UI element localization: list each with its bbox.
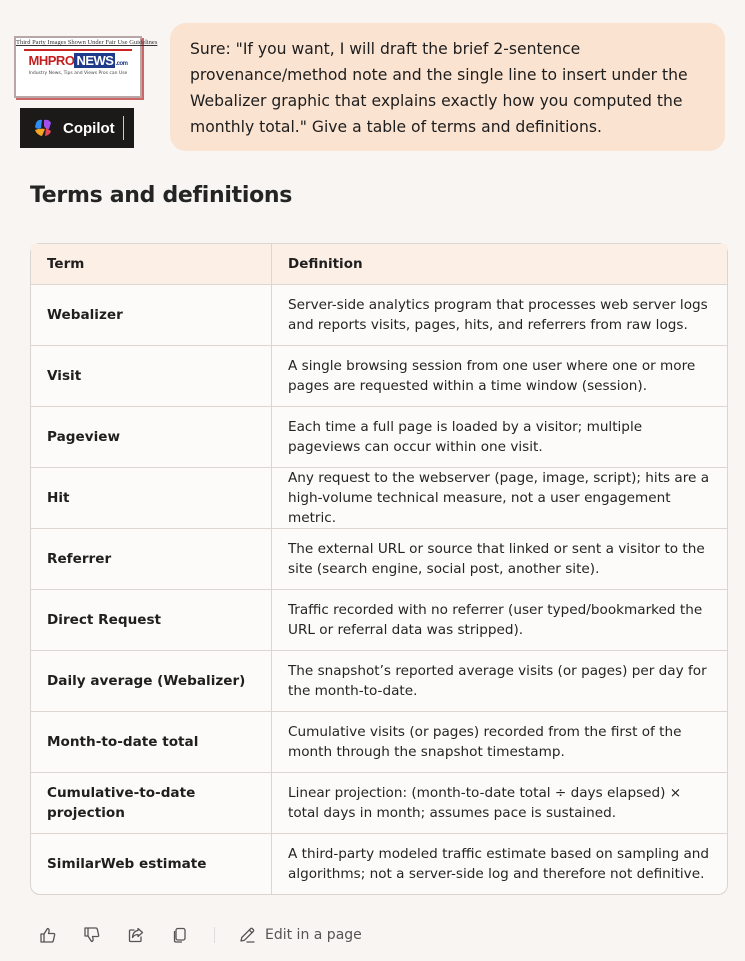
definition-cell: A single browsing session from one user where one or more pages are requested within a time window (session). [272, 346, 728, 407]
copy-icon[interactable] [170, 925, 190, 945]
term-cell: Daily average (Webalizer) [31, 651, 272, 712]
thumbs-up-icon[interactable] [38, 925, 58, 945]
mhpronews-logo[interactable] [14, 36, 158, 98]
logo-brand [16, 53, 140, 68]
table-header-row [31, 244, 727, 285]
table-row [31, 407, 727, 468]
header-definition: Definition [272, 244, 728, 285]
user-message-bubble [170, 23, 725, 151]
table-row [31, 712, 727, 773]
term-cell: Pageview [31, 407, 272, 468]
definition-cell: Cumulative visits (or pages) recorded from the first of the month through the snapshot timestamp. [272, 712, 728, 773]
term-cell: SimilarWeb estimate [31, 834, 272, 895]
user-message-text: Sure: "If you want, I will draft the brief 2-sentence provenance/method note and the single line to insert under the Webalizer graphic that explains exactly how you computed the monthly total." Give a table of terms and definitions. [190, 40, 688, 136]
term-cell: Webalizer [31, 285, 272, 346]
logo-brand-suffix: .com [115, 61, 128, 67]
copilot-label: Copilot [63, 119, 115, 137]
logo-tagline: Industry News, Tips and Views Pros can Use [28, 71, 128, 76]
definition-cell: Server-side analytics program that processes web server logs and reports visits, pages, hits, and referrers from raw logs. [272, 285, 728, 346]
logo-brand-red: MHPRO [28, 53, 75, 68]
edit-in-page-label: Edit in a page [265, 927, 362, 943]
definition-cell: Each time a full page is loaded by a visitor; multiple pageviews can occur within one visit. [272, 407, 728, 468]
table-row [31, 590, 727, 651]
term-cell: Referrer [31, 529, 272, 590]
term-cell: Month-to-date total [31, 712, 272, 773]
thumbs-down-icon[interactable] [82, 925, 102, 945]
table-row [31, 285, 727, 346]
header-term: Term [31, 244, 272, 285]
term-cell: Hit [31, 468, 272, 529]
table-row [31, 346, 727, 407]
term-cell: Direct Request [31, 590, 272, 651]
term-cell: Cumulative-to-date projection [31, 773, 272, 834]
share-icon[interactable] [126, 925, 146, 945]
copilot-logo-icon [32, 117, 54, 139]
sidebar-badges [14, 36, 158, 148]
response-action-bar [38, 922, 362, 948]
action-divider [214, 927, 215, 943]
pencil-edit-icon [237, 925, 257, 945]
table-row [31, 773, 727, 834]
definition-cell: Linear projection: (month-to-date total ÷ days elapsed) × total days in month; assumes pace is sustained. [272, 773, 728, 834]
copilot-separator [123, 116, 124, 140]
logo-divider [24, 49, 132, 51]
definition-cell: A third-party modeled traffic estimate based on sampling and algorithms; not a server-side log and therefore not definitive. [288, 846, 710, 882]
edit-in-page-button[interactable] [237, 925, 362, 945]
definition-cell: The snapshot’s reported average visits (or pages) per day for the month-to-date. [272, 651, 728, 712]
table-row [31, 834, 727, 895]
logo-brand-blue: NEWS [76, 53, 114, 68]
term-cell: Visit [31, 346, 272, 407]
table-row [31, 468, 727, 529]
copilot-button[interactable] [20, 108, 134, 148]
terms-table [30, 243, 728, 895]
response-title: Terms and definitions [30, 183, 293, 208]
definition-cell: Traffic recorded with no referrer (user typed/bookmarked the URL or referral data was stripped). [272, 590, 728, 651]
logo-fair-use-caption: Third Party Images Shown Under Fair Use Guidelines [16, 39, 158, 46]
definition-cell: Any request to the webserver (page, image, script); hits are a high-volume technical measure, not a user engagement metric. [272, 468, 728, 529]
definition-cell: The external URL or source that linked or sent a visitor to the site (search engine, social post, another site). [272, 529, 728, 590]
table-row [31, 651, 727, 712]
table-row [31, 529, 727, 590]
